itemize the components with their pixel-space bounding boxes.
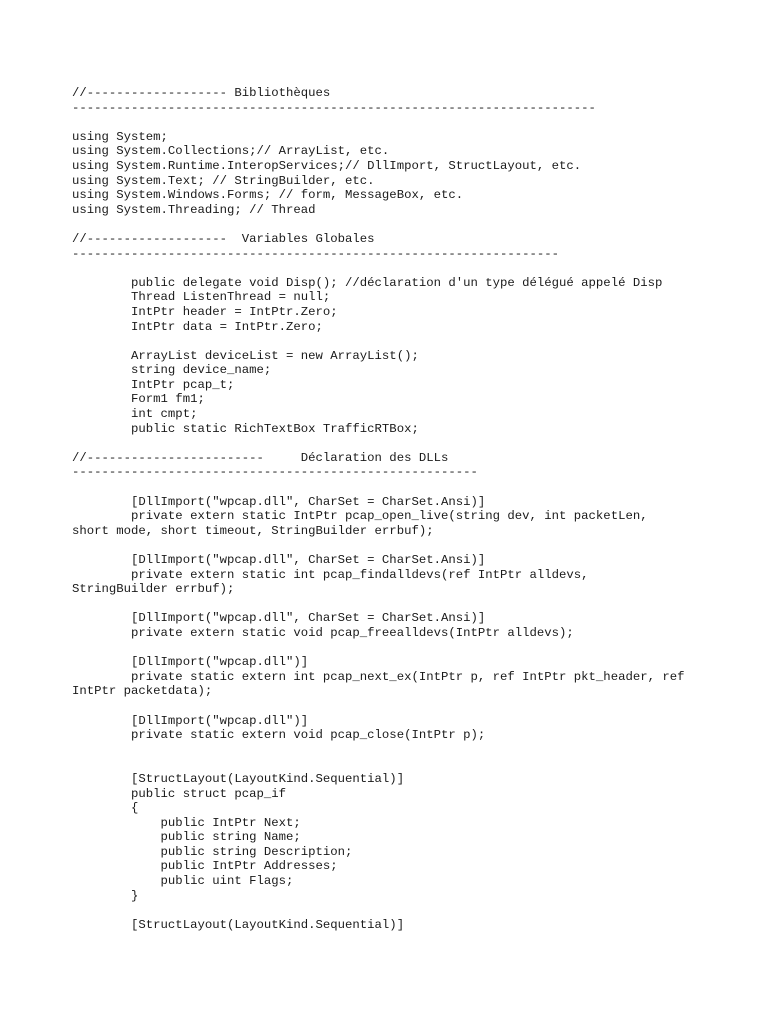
code-line: [DllImport("wpcap.dll")] xyxy=(72,713,309,728)
code-line xyxy=(72,480,752,495)
code-line: using System; xyxy=(72,129,168,144)
code-line: IntPtr header = IntPtr.Zero; xyxy=(72,304,338,319)
code-line: public static RichTextBox TrafficRTBox; xyxy=(72,421,419,436)
code-line xyxy=(72,334,752,349)
code-line xyxy=(72,115,752,130)
code-line xyxy=(72,217,752,232)
code-line xyxy=(72,261,752,276)
code-line: private extern static int pcap_findalldevs(ref IntPtr alldevs, xyxy=(72,567,589,582)
code-line: ------------------------------------------------------------------ xyxy=(72,246,560,261)
code-line: ArrayList deviceList = new ArrayList(); xyxy=(72,348,419,363)
code-line xyxy=(72,436,752,451)
code-line: public string Description; xyxy=(72,844,353,859)
code-line: Thread ListenThread = null; xyxy=(72,290,331,305)
code-line: } xyxy=(72,888,139,903)
code-line: using System.Runtime.InteropServices;// DllImport, StructLayout, etc. xyxy=(72,158,582,173)
code-line: using System.Collections;// ArrayList, etc. xyxy=(72,144,390,159)
code-line: private extern static IntPtr pcap_open_live(string dev, int packetLen, xyxy=(72,509,648,524)
code-line: public uint Flags; xyxy=(72,874,294,889)
code-line: IntPtr pcap_t; xyxy=(72,377,235,392)
code-line: [StructLayout(LayoutKind.Sequential)] xyxy=(72,917,405,932)
code-line: //------------------------ Déclaration des DLLs xyxy=(72,450,449,465)
code-line: private static extern int pcap_next_ex(IntPtr p, ref IntPtr pkt_header, ref xyxy=(72,669,685,684)
code-line: using System.Threading; // Thread xyxy=(72,202,316,217)
code-line: public IntPtr Next; xyxy=(72,815,301,830)
code-line: public string Name; xyxy=(72,830,301,845)
code-line: ----------------------------------------------------------------------- xyxy=(72,100,596,115)
code-line xyxy=(72,743,752,758)
code-line: //------------------- Variables Globales xyxy=(72,231,375,246)
code-line: [DllImport("wpcap.dll")] xyxy=(72,655,309,670)
code-line: public delegate void Disp(); //déclaration d'un type délégué appelé Disp xyxy=(72,275,663,290)
code-line xyxy=(72,903,752,918)
document-page xyxy=(72,86,752,932)
code-line: ------------------------------------------------------- xyxy=(72,465,478,480)
code-line: using System.Windows.Forms; // form, MessageBox, etc. xyxy=(72,188,464,203)
code-line xyxy=(72,597,752,612)
code-line: int cmpt; xyxy=(72,407,198,422)
code-line: private extern static void pcap_freealldevs(IntPtr alldevs); xyxy=(72,625,574,640)
code-line: StringBuilder errbuf); xyxy=(72,582,235,597)
code-line: public struct pcap_if xyxy=(72,786,287,801)
code-line: short mode, short timeout, StringBuilder errbuf); xyxy=(72,523,434,538)
code-line: using System.Text; // StringBuilder, etc. xyxy=(72,173,375,188)
code-line: [DllImport("wpcap.dll", CharSet = CharSet.Ansi)] xyxy=(72,494,486,509)
code-line xyxy=(72,538,752,553)
code-line: Form1 fm1; xyxy=(72,392,205,407)
code-line: public IntPtr Addresses; xyxy=(72,859,338,874)
code-line: //------------------- Bibliothèques xyxy=(72,86,331,100)
code-line: [DllImport("wpcap.dll", CharSet = CharSet.Ansi)] xyxy=(72,611,486,626)
code-line: IntPtr data = IntPtr.Zero; xyxy=(72,319,323,334)
code-line: private static extern void pcap_close(IntPtr p); xyxy=(72,728,486,743)
code-line xyxy=(72,699,752,714)
code-line xyxy=(72,757,752,772)
code-line: string device_name; xyxy=(72,363,272,378)
code-line: { xyxy=(72,801,139,816)
code-line: [DllImport("wpcap.dll", CharSet = CharSet.Ansi)] xyxy=(72,553,486,567)
code-line: [StructLayout(LayoutKind.Sequential)] xyxy=(72,771,405,786)
code-line: IntPtr packetdata); xyxy=(72,684,213,699)
code-line xyxy=(72,641,752,656)
